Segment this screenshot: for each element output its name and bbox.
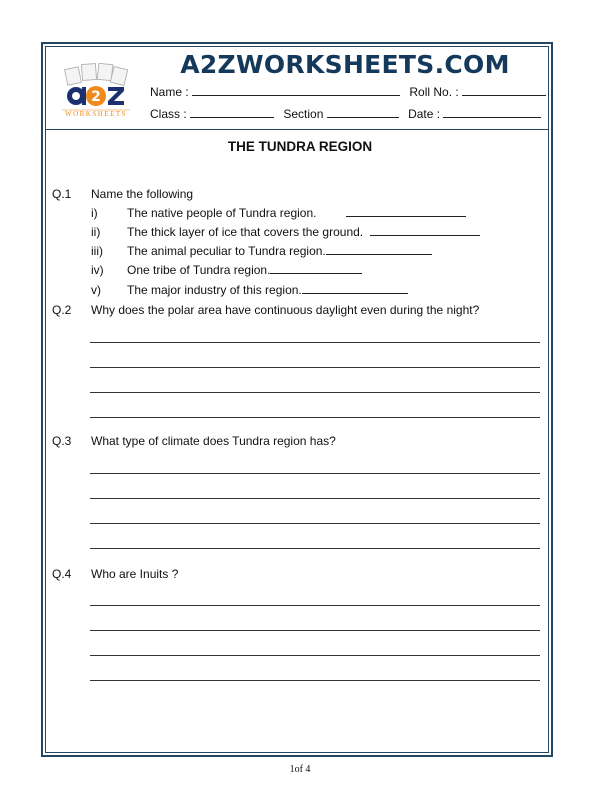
question-text: Name the following bbox=[91, 187, 194, 201]
answer-blank[interactable] bbox=[302, 284, 408, 294]
item-text: The native people of Tundra region. bbox=[127, 206, 317, 220]
name-label: Name : bbox=[150, 85, 189, 99]
question-number: Q.4 bbox=[52, 567, 72, 581]
answer-line[interactable] bbox=[90, 605, 540, 606]
class-row bbox=[150, 107, 541, 121]
name-row bbox=[150, 85, 546, 99]
date-field[interactable] bbox=[443, 108, 541, 118]
item-numeral: iv) bbox=[91, 263, 104, 277]
section-field[interactable] bbox=[327, 108, 399, 118]
brand-title: A2ZWORKSHEETS.COM bbox=[180, 50, 510, 79]
class-label: Class : bbox=[150, 107, 187, 121]
header-divider bbox=[45, 129, 549, 130]
answer-blank[interactable] bbox=[270, 264, 362, 274]
roll-field[interactable] bbox=[462, 86, 546, 96]
svg-text:2: 2 bbox=[91, 89, 101, 105]
answer-line[interactable] bbox=[90, 630, 540, 631]
answer-blank[interactable] bbox=[370, 226, 480, 236]
answer-line[interactable] bbox=[90, 655, 540, 656]
a2z-logo bbox=[56, 60, 136, 120]
item-numeral: iii) bbox=[91, 244, 103, 258]
question-number: Q.2 bbox=[52, 303, 72, 317]
question-text: What type of climate does Tundra region has? bbox=[91, 434, 336, 448]
page-number: 1of 4 bbox=[289, 764, 311, 775]
answer-line[interactable] bbox=[90, 417, 540, 418]
question-number: Q.1 bbox=[52, 187, 72, 201]
item-text: One tribe of Tundra region. bbox=[127, 263, 271, 277]
answer-line[interactable] bbox=[90, 473, 540, 474]
answer-line[interactable] bbox=[90, 498, 540, 499]
logo-text: WORKSHEETS bbox=[64, 110, 128, 118]
answer-line[interactable] bbox=[90, 680, 540, 681]
answer-line[interactable] bbox=[90, 342, 540, 343]
question-text: Why does the polar area have continuous daylight even during the night? bbox=[91, 303, 480, 317]
question-text: Who are Inuits ? bbox=[91, 567, 179, 581]
section-label: Section bbox=[283, 107, 324, 121]
answer-blank[interactable] bbox=[346, 207, 466, 217]
worksheet-title: THE TUNDRA REGION bbox=[227, 139, 373, 154]
item-numeral: ii) bbox=[91, 225, 101, 239]
answer-line[interactable] bbox=[90, 392, 540, 393]
answer-line[interactable] bbox=[90, 548, 540, 549]
item-text: The major industry of this region. bbox=[127, 283, 302, 297]
answer-blank[interactable] bbox=[326, 245, 432, 255]
answer-line[interactable] bbox=[90, 367, 540, 368]
item-text: The animal peculiar to Tundra region. bbox=[127, 244, 326, 258]
question-number: Q.3 bbox=[52, 434, 72, 448]
roll-label: Roll No. : bbox=[409, 85, 459, 99]
item-text: The thick layer of ice that covers the ground. bbox=[127, 225, 364, 239]
name-field[interactable] bbox=[192, 86, 400, 96]
class-field[interactable] bbox=[190, 108, 274, 118]
date-label: Date : bbox=[408, 107, 441, 121]
item-numeral: i) bbox=[91, 206, 98, 220]
answer-line[interactable] bbox=[90, 523, 540, 524]
item-numeral: v) bbox=[91, 283, 101, 297]
